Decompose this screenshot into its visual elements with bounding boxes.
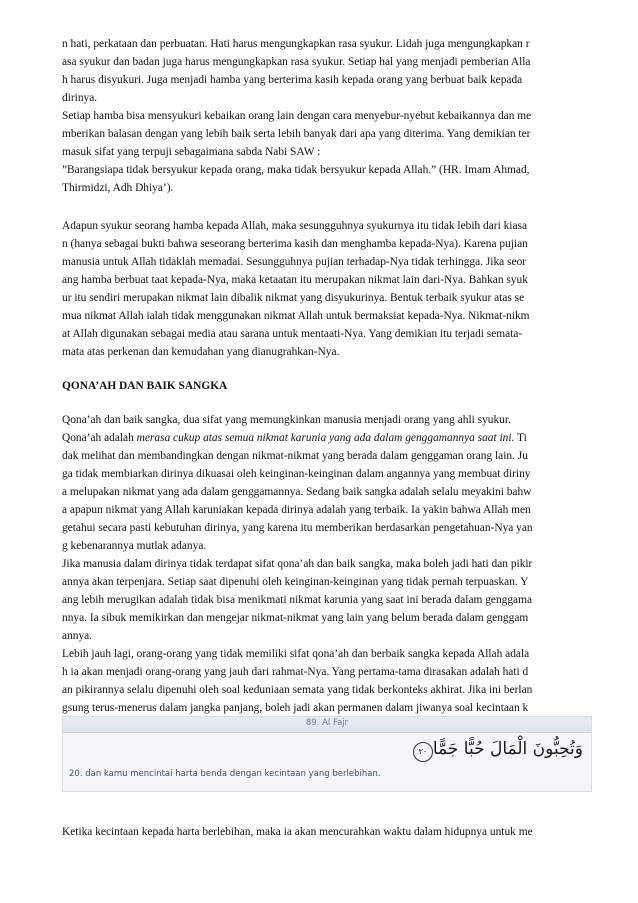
surah-title: 89. Al Fajr [305,718,349,728]
text-line: an pikirannya selalu dipenuhi oleh soal keduniaan semata yang tidak berkonteks akhirat. Jika ini berlan [62,684,533,696]
text-line: ang lebih merugikan adalah tidak bisa menikmati nikmat karunia yang saat ini berada dalam genggama [62,594,533,606]
text-line: annya. [62,630,93,642]
text-span: Ti [514,432,527,444]
text-line: g kebenarannya mutlak adanya. [62,540,207,552]
verse-translation: 20. dan kamu mencintai harta benda dengan kecintaan yang berlebihan. [69,769,381,779]
text-line: mata atas perkenan dan kemudahan yang dianugrahkan-Nya. [62,346,340,358]
text-line: ga tidak membiarkan dirinya dikuasai oleh keinginan-keinginan dalam angannya yang membuat diriny [62,468,531,480]
text-line: Setiap hamba bisa mensyukuri kebaikan orang lain dengan cara menyebur-nyebut kebaikannya dan me [62,110,532,122]
text-line: mberikan balasan dengan yang lebih baik serta lebih banyak dari apa yang diterima. Yang demikian ter [62,128,531,140]
text-line: a apapun nikmat yang Allah karuniakan kepada dirinya adalah yang terbaik. Ia yakin bahwa Allah men [62,504,531,516]
text-line: gsung terus-menerus dalam jangka panjang, boleh jadi akan permanen dalam jiwanya soal kecintaan k [62,702,529,714]
arabic-verse [409,739,583,762]
text-line: masuk sifat yang terpuji sebagaimana sabda Nabi SAW : [62,146,321,158]
hadith-source: Thirmidzi, Adh Dhiya’). [62,182,174,194]
text-line: ang hamba berbuat taat kepada-Nya, maka ketaatan itu merupakan nikmat lain dari-Nya. Bahkan syuk [62,274,528,286]
text-span: Qona’ah adalah [62,432,137,444]
text-line: dak melihat dan membandingkan dengan nikmat-nikmat yang berada dalam genggaman orang lain. Ju [62,450,528,462]
text-line: Qona’ah dan baik sangka, dua sifat yang memungkinkan manusia menjadi orang yang ahli syukur. [62,414,511,426]
qonaah-definition-italic: merasa cukup atas semua nikmat karunia yang ada dalam genggamannya saat ini. [136,432,515,444]
text-line: h ia akan menjadi orang-orang yang jauh dari rahmat-Nya. Yang pertama-tama dirasakan adalah hati d [62,666,529,678]
text-line: annya akan terpenjara. Setiap saat dipenuhi oleh keinginan-keinginan yang tidak pernah terpuaskan. Y [62,576,529,588]
text-line: Jika manusia dalam dirinya tidak terdapat sifat qona’ah dan baik sangka, maka boleh jadi hati dan pikir [62,558,533,570]
text-line: h harus disyukuri. Juga menjadi hamba yang berterima kasih kepada orang yang berbuat baik kepada [62,74,523,86]
arabic-verse-text: وَتُحِبُّونَ الْمَالَ حُبًّا جَمًّا [432,739,583,759]
text-line: manusia untuk Allah tidaklah memadai. Sesungguhnya pujian terhadap-Nya tidak terhingga. Jika seor [62,256,527,268]
text-line: at Allah digunakan sebagai media atau sarana untuk mentaati-Nya. Yang demikian itu terjadi semata- [62,328,523,340]
text-line: n (hanya sebagai bukti bahwa seseorang berterima kasih dan menghamba kepada-Nya). Karena pujian [62,238,528,250]
text-line: dirinya. [62,92,98,104]
text-line: getahui secara pasti kebutuhan dirinya, yang karena itu memberikan berdasarkan pengetahuan-Nya yan [62,522,533,534]
text-line: mua nikmat Allah ialah tidak menggunakan nikmat Allah untuk bermaksiat kepada-Nya. Nikmat-nikm [62,310,530,322]
text-line: asa syukur dan badan juga harus mengungkapkan rasa syukur. Setiap hal yang menjadi pemberian Alla [62,56,531,68]
hadith-quote: ”Barangsiapa tidak bersyukur kepada orang, maka tidak bersyukur kepada Allah.” (HR. Imam Ahmad, [62,164,530,176]
verse-number-icon: ٢٠ [413,742,433,762]
text-line: Lebih jauh lagi, orang-orang yang tidak memiliki sifat qona’ah dan berbaik sangka kepada Allah adala [62,648,530,660]
text-line: a melupakan nikmat yang ada dalam genggamannya. Sedang baik sangka adalah selalu meyakini bahw [62,486,532,498]
text-line: nnya. Ia sibuk memikirkan dan mengejar nikmat-nikmat yang lain yang belum berada dalam genggam [62,612,529,624]
quran-verse-image [62,716,592,792]
text-line: ur itu sendiri merupakan nikmat lain dibalik nikmat yang disyukurinya. Bentuk terbaik syukur atas se [62,292,525,304]
text-line: Ketika kecintaan kepada harta berlebihan, maka ia akan mencurahkan waktu dalam hidupnya untuk me [62,826,533,838]
surah-title-bar [63,717,591,733]
text-line: Adapun syukur seorang hamba kepada Allah, maka sesungguhnya syukurnya itu tidak lebih dari kiasa [62,220,528,232]
qonaah-definition-line [62,431,527,446]
section-heading: QONA’AH DAN BAIK SANGKA [62,380,228,392]
text-line: n hati, perkataan dan perbuatan. Hati harus mengungkapkan rasa syukur. Lidah juga mengungkapkan r [62,38,530,50]
